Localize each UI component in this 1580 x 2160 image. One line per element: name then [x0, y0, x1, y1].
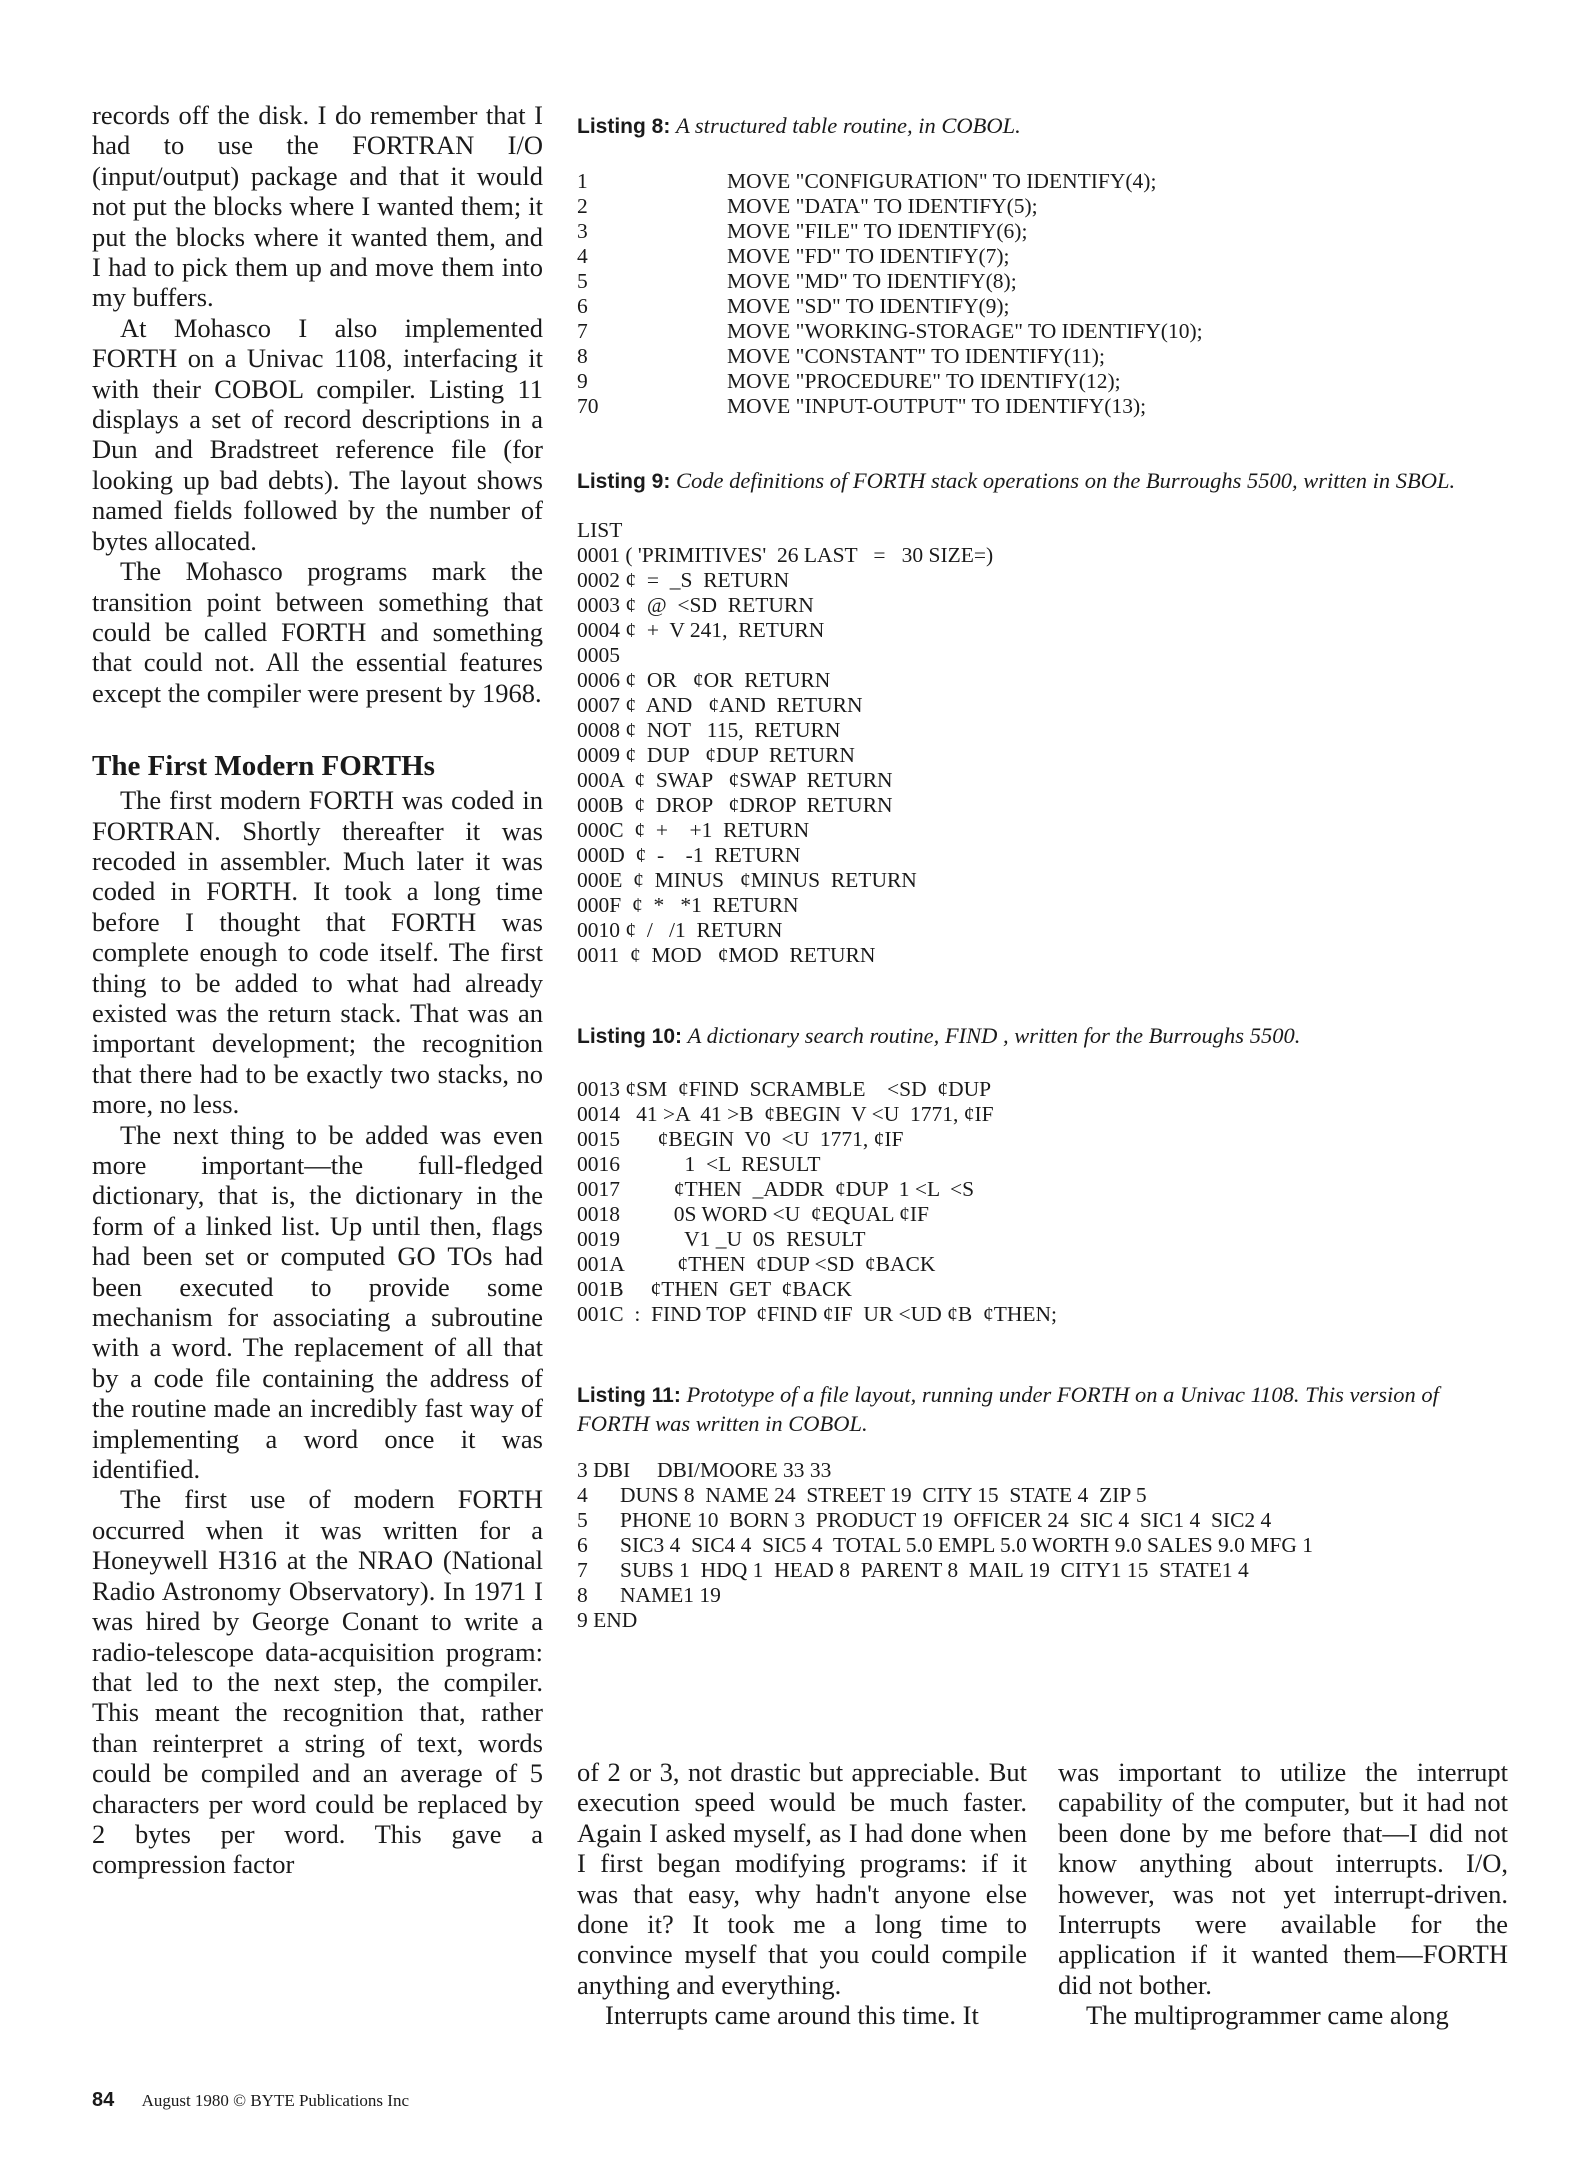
- line-number: 6: [577, 294, 588, 318]
- code-line: [577, 194, 1517, 219]
- line-code: MOVE "FILE" TO IDENTIFY(6);: [727, 219, 1028, 243]
- code-line: [577, 369, 1517, 394]
- body-paragraph: The Mohasco programs mark the transition point between something that could be called FORTH and something that could not. All the essential features except the compiler were present by 1968.: [92, 556, 543, 708]
- line-number: 8: [577, 344, 588, 368]
- line-code: MOVE "WORKING-STORAGE" TO IDENTIFY(10);: [727, 319, 1203, 343]
- line-code: MOVE "MD" TO IDENTIFY(8);: [727, 269, 1017, 293]
- body-paragraph: Interrupts came around this time. It: [605, 2000, 979, 2031]
- listing-caption: [577, 1022, 1517, 1051]
- middle-text-column: [577, 1757, 1027, 2031]
- code-line: [577, 269, 1517, 294]
- listing-code: LIST 0001 ( 'PRIMITIVES' 26 LAST = 30 SIZE=) 0002 ¢ = _S RETURN 0003 ¢ @ <SD RETURN 0004 ¢ + V 241, RETURN 0005 0006 ¢ OR ¢OR RETURN 0007 ¢ AND ¢AND RETURN 0008 ¢ NOT 115, RETURN 0009 ¢ DUP ¢DUP RETURN 000A ¢ SWAP ¢SWAP RETURN 000B ¢ DROP ¢DROP RETURN 000C ¢ + +1 RETURN 000D ¢ - -1 RETURN 000E ¢ MINUS ¢MINUS RETURN 000F ¢ * *1 RETURN 0010 ¢ / /1 RETURN 0011 ¢ MOD ¢MOD RETURN: [577, 518, 994, 967]
- listing-caption: [577, 467, 1517, 496]
- body-paragraph: The multiprogrammer came along: [1086, 2000, 1449, 2031]
- line-code: MOVE "CONSTANT" TO IDENTIFY(11);: [727, 344, 1105, 368]
- code-line: [577, 319, 1517, 344]
- line-number: 7: [577, 319, 588, 343]
- line-code: MOVE "FD" TO IDENTIFY(7);: [727, 244, 1010, 268]
- listing-label: Listing 10:: [577, 1025, 683, 1048]
- code-line: [577, 344, 1517, 369]
- line-number: 4: [577, 244, 588, 268]
- line-code: MOVE "PROCEDURE" TO IDENTIFY(12);: [727, 369, 1121, 393]
- listing-label: Listing 8:: [577, 115, 671, 138]
- listing-8: [577, 112, 1517, 419]
- line-number: 9: [577, 369, 588, 393]
- listing-10: [577, 1022, 1517, 1327]
- listing-code: 3 DBI DBI/MOORE 33 33 4 DUNS 8 NAME 24 STREET 19 CITY 15 STATE 4 ZIP 5 5 PHONE 10 BORN 3 PRODUCT 19 OFFICER 24 SIC 4 SIC1 4 SIC2 4 6 SIC3 4 SIC4 4 SIC5 4 TOTAL 5.0 EMPL 5.0 WORTH 9.0 SALES 9.0 MFG 1 7 SUBS 1 HDQ 1 HEAD 8 PARENT 8 MAIL 19 CITY1 15 STATE1 4 8 NAME1 19 9 END: [577, 1458, 1314, 1632]
- line-code: MOVE "CONFIGURATION" TO IDENTIFY(4);: [727, 169, 1157, 193]
- listing-11: [577, 1381, 1517, 1633]
- section-heading: The First Modern FORTHs: [92, 750, 435, 783]
- body-paragraph: The next thing to be added was even more important—the full-fledged dictionary, that is, the dictionary in the form of a linked list. Up until then, flags had been set or computed GO TOs had been executed to provide some mechanism for associating a subroutine with a word. The replacement of all that by a code file containing the address of the routine made an incredibly fast way of implementing a word once it was identified.: [92, 1119, 543, 1485]
- line-number: 70: [577, 394, 599, 418]
- code-line: [577, 244, 1517, 269]
- line-code: MOVE "SD" TO IDENTIFY(9);: [727, 294, 1010, 318]
- listing-caption-text: Prototype of a file layout, running under FORTH on a Univac 1108. This version of FORTH was written in COBOL.: [577, 1382, 1439, 1436]
- body-paragraph: of 2 or 3, not drastic but appreciable. But execution speed would be much faster. Again I asked myself, as I had done when I first began modifying programs: if it was that easy, why hadn't anyone else done it? It took me a long time to convince myself that you could compile anything and everything.: [577, 1757, 1027, 2000]
- listing-caption: [577, 112, 1517, 141]
- listing-code: 0013 ¢SM ¢FIND SCRAMBLE <SD ¢DUP 0014 41 >A 41 >B ¢BEGIN V <U 1771, ¢IF 0015 ¢BEGIN V0 <U 1771, ¢IF 0016 1 <L RESULT 0017 ¢THEN _ADDR ¢DUP 1 <L <S 0018 0S WORD <U ¢EQUAL ¢IF 0019 V1 _U 0S RESULT 001A ¢THEN ¢DUP <SD ¢BACK 001B ¢THEN GET ¢BACK 001C : FIND TOP ¢FIND ¢IF UR <UD ¢B ¢THEN;: [577, 1077, 1057, 1326]
- listing-caption-text: A dictionary search routine, FIND , written for the Burroughs 5500.: [687, 1023, 1301, 1048]
- listings-area: [577, 112, 1517, 1633]
- line-code: MOVE "INPUT-OUTPUT" TO IDENTIFY(13);: [727, 394, 1147, 418]
- page-footer: [92, 2089, 409, 2112]
- body-paragraph: records off the disk. I do remember that I had to use the FORTRAN I/O (input/output) package and that it would not put the blocks where I wanted them; it put the blocks where it wanted them, and I had to pick them up and move them into my buffers.: [92, 100, 543, 313]
- line-number: 3: [577, 219, 588, 243]
- code-line: [577, 294, 1517, 319]
- page-number: 84: [92, 2089, 115, 2111]
- body-paragraph: At Mohasco I also implemented FORTH on a Univac 1108, interfacing it with their COBOL compiler. Listing 11 displays a set of record descriptions in a Dun and Bradstreet reference file (for looking up bad debts). The layout shows named fields followed by the number of bytes allocated.: [92, 312, 543, 556]
- body-paragraph: The first modern FORTH was coded in FORTRAN. Shortly thereafter it was recoded in assembler. Much later it was coded in FORTH. It took a long time before I thought that FORTH was complete enough to code itself. The first thing to be added to what had already existed was the return stack. That was an important development; the recognition that there had to be exactly two stacks, no more, no less.: [92, 785, 543, 1120]
- line-code: MOVE "DATA" TO IDENTIFY(5);: [727, 194, 1038, 218]
- left-text-column: [92, 100, 543, 1880]
- line-number: 5: [577, 269, 588, 293]
- code-line: [577, 169, 1517, 194]
- listing-label: Listing 9:: [577, 470, 671, 493]
- code-line: [577, 219, 1517, 244]
- listing-caption-text: Code definitions of FORTH stack operations on the Burroughs 5500, written in SBOL.: [675, 468, 1456, 493]
- listing-9: [577, 467, 1517, 968]
- body-paragraph: The first use of modern FORTH occurred when it was written for a Honeywell H316 at the NRAO (National Radio Astronomy Observatory). In 1971 I was hired by George Conant to write a radio-telescope data-acquisition program: that led to the next step, the compiler. This meant the recognition that, rather than reinterpret a string of text, words could be compiled and an average of 5 characters per word could be replaced by 2 bytes per word. This gave a compression factor: [92, 1484, 543, 1880]
- line-number: 2: [577, 194, 588, 218]
- listing-caption-text: A structured table routine, in COBOL.: [675, 113, 1021, 138]
- right-text-column: [1058, 1757, 1508, 2031]
- listing-caption: [577, 1381, 1517, 1438]
- listing-label: Listing 11:: [577, 1384, 681, 1407]
- body-paragraph: was important to utilize the interrupt capability of the computer, but it had not been done by me before that—I did not know anything about interrupts. I/O, however, was not yet interrupt-driven. Interrupts were available for the application if it wanted them—FORTH did not bother.: [1058, 1757, 1508, 2000]
- code-line: [577, 394, 1517, 419]
- line-number: 1: [577, 169, 588, 193]
- listing-code: [577, 169, 1517, 419]
- publication-line: August 1980 © BYTE Publications Inc: [141, 2091, 409, 2110]
